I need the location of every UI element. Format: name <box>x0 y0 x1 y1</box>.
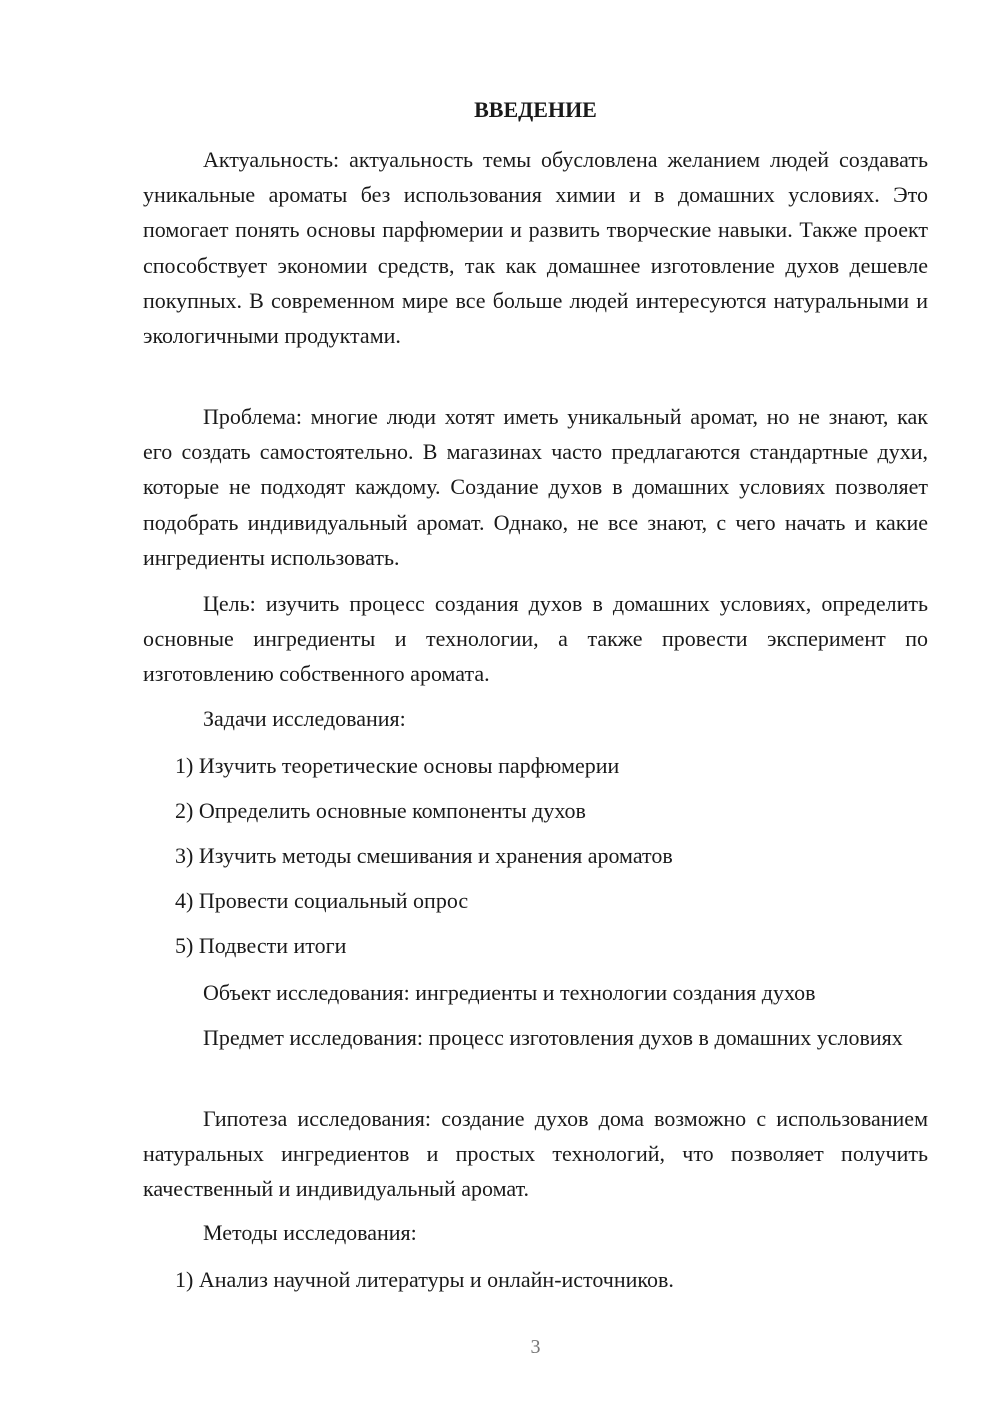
page-number: 3 <box>530 1336 541 1358</box>
document-page <box>143 0 928 1414</box>
tasks-heading: Задачи исследования: <box>203 706 406 731</box>
hypothesis-paragraph: Гипотеза исследования: создание духов дома возможно с использованием натуральных ингредиентов и простых технологий, что позволяет получить качественный и индивидуальный аромат. <box>143 1106 928 1202</box>
task-item-4: 4) Провести социальный опрос <box>175 888 469 913</box>
page-title: ВВЕДЕНИЕ <box>474 97 597 122</box>
object-paragraph: Объект исследования: ингредиенты и технологии создания духов <box>203 980 816 1005</box>
task-item-2: 2) Определить основные компоненты духов <box>175 798 586 823</box>
goal-paragraph: Цель: изучить процесс создания духов в домашних условиях, определить основные ингредиенты и технологии, а также провести эксперимент по изготовлению собственного аромата. <box>143 591 928 687</box>
task-item-3: 3) Изучить методы смешивания и хранения ароматов <box>175 843 673 868</box>
task-item-5: 5) Подвести итоги <box>175 933 347 958</box>
relevance-paragraph: Актуальность: актуальность темы обусловлена желанием людей создавать уникальные ароматы без использования химии и в домашних условиях. Это помогает понять основы парфюмерии и развить творческие навыки. Также проект способствует экономии средств, так как домашнее изготовление духов дешевле покупных. В современном мире все больше людей интересуются натуральными и экологичными продуктами. <box>143 147 928 349</box>
method-item-1: 1) Анализ научной литературы и онлайн-источников. <box>175 1267 674 1292</box>
methods-heading: Методы исследования: <box>203 1220 417 1245</box>
task-item-1: 1) Изучить теоретические основы парфюмерии <box>175 753 620 778</box>
subject-paragraph: Предмет исследования: процесс изготовления духов в домашних условиях <box>203 1025 903 1050</box>
problem-paragraph: Проблема: многие люди хотят иметь уникальный аромат, но не знают, как его создать самостоятельно. В магазинах часто предлагаются стандартные духи, которые не подходят каждому. Создание духов в домашних условиях позволяет подобрать индивидуальный аромат. Однако, не все знают, с чего начать и какие ингредиенты использовать. <box>143 404 928 570</box>
